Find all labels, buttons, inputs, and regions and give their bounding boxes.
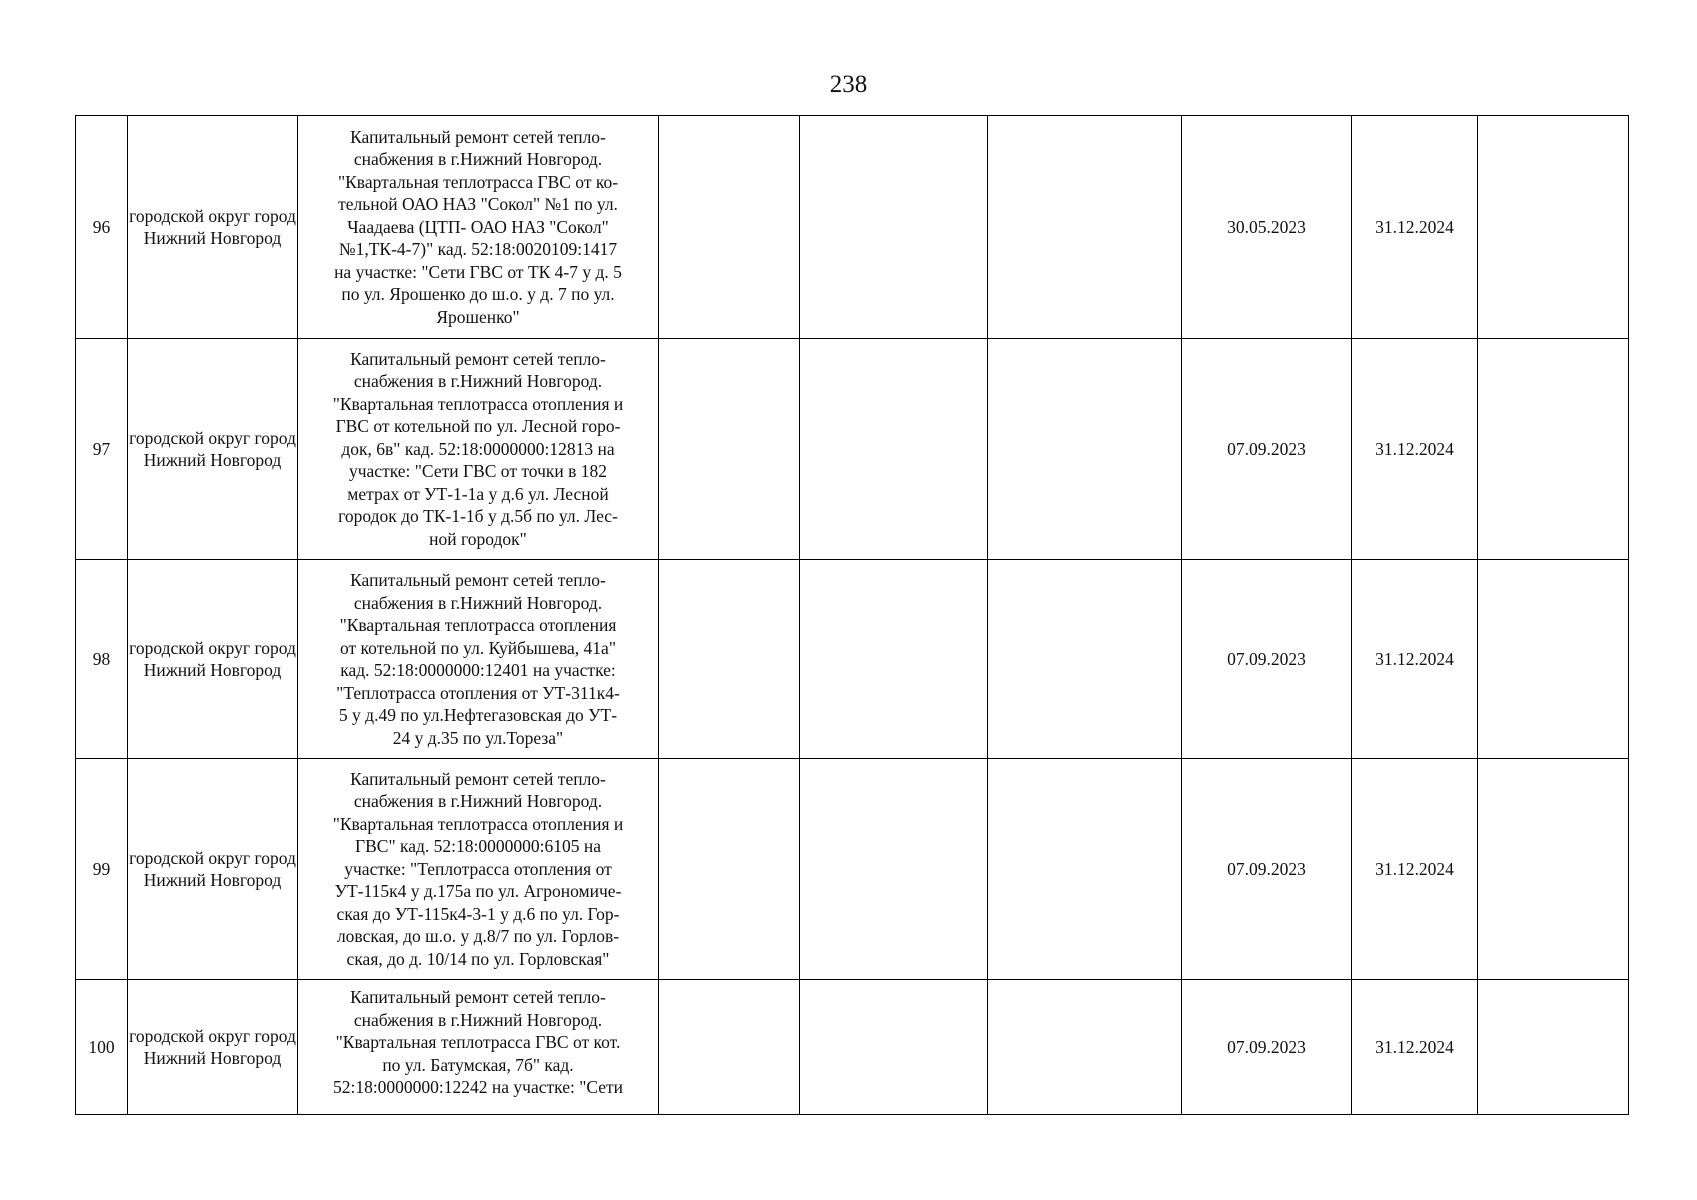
table-row xyxy=(76,759,1629,980)
end-date-cell: 31.12.2024 xyxy=(1352,116,1478,339)
empty-cell xyxy=(800,980,988,1115)
empty-cell xyxy=(800,116,988,339)
empty-cell xyxy=(988,339,1182,560)
empty-cell xyxy=(659,980,800,1115)
start-date-cell: 07.09.2023 xyxy=(1182,980,1352,1115)
empty-cell xyxy=(800,759,988,980)
description-text: Капитальный ремонт сетей тепло- снабжения в г.Нижний Новгород. "Квартальная теплотрасса ГВС от кот. по ул. Батумская, 7б" кад. 52:18:0000000:12242 на участке: "Сети xyxy=(332,987,624,1097)
empty-cell xyxy=(659,759,800,980)
description-text: Капитальный ремонт сетей тепло- снабжения в г.Нижний Новгород. "Квартальная теплотрасса отопления и ГВС" кад. 52:18:0000000:6105 на участке: "Теплотрасса отопления от УТ-115к4 у д.175а по ул. Агрономиче- ская до УТ-115к4-3-1 у д.6 по ул. Гор- ловская, до ш.о. у д.8/7 по ул. Горлов- ская, до д. 10/14 по ул. Горловская" xyxy=(332,768,624,969)
start-date-cell: 07.09.2023 xyxy=(1182,339,1352,560)
start-date-cell: 30.05.2023 xyxy=(1182,116,1352,339)
start-date-cell: 07.09.2023 xyxy=(1182,759,1352,980)
empty-cell xyxy=(1478,339,1629,560)
empty-cell xyxy=(800,560,988,759)
empty-cell xyxy=(988,759,1182,980)
empty-cell xyxy=(659,339,800,560)
description-text: Капитальный ремонт сетей тепло- снабжения в г.Нижний Новгород. "Квартальная теплотрасса отопления от котельной по ул. Куйбышева, 41а" кад. 52:18:0000000:12401 на участке: "Теплотрасса отопления от УТ-311к4- 5 у д.49 по ул.Нефтегазовская до УТ- 24 у д.35 по ул.Тореза" xyxy=(336,570,620,748)
empty-cell xyxy=(988,116,1182,339)
row-number: 97 xyxy=(76,339,128,560)
empty-cell xyxy=(988,980,1182,1115)
region-cell: городской округ город Нижний Новгород xyxy=(128,759,298,980)
description-cell xyxy=(298,560,659,759)
table-row xyxy=(76,116,1629,339)
works-table xyxy=(75,115,1629,1115)
table-row xyxy=(76,980,1629,1115)
table-row xyxy=(76,339,1629,560)
end-date-cell: 31.12.2024 xyxy=(1352,759,1478,980)
description-cell xyxy=(298,116,659,339)
row-number: 100 xyxy=(76,980,128,1115)
description-cell xyxy=(298,759,659,980)
empty-cell xyxy=(1478,759,1629,980)
end-date-cell: 31.12.2024 xyxy=(1352,980,1478,1115)
end-date-cell: 31.12.2024 xyxy=(1352,339,1478,560)
description-cell xyxy=(298,980,659,1115)
empty-cell xyxy=(1478,980,1629,1115)
table-row xyxy=(76,560,1629,759)
empty-cell xyxy=(659,560,800,759)
row-number: 99 xyxy=(76,759,128,980)
row-number: 96 xyxy=(76,116,128,339)
empty-cell xyxy=(988,560,1182,759)
description-text: Капитальный ремонт сетей тепло- снабжения в г.Нижний Новгород. "Квартальная теплотрасса отопления и ГВС от котельной по ул. Лесной горо- док, 6в" кад. 52:18:0000000:12813 на участке: "Сети ГВС от точки в 182 метрах от УТ-1-1а у д.6 ул. Лесной городок до ТК-1-1б у д.5б по ул. Лес- ной городок" xyxy=(332,348,624,549)
page-number: 238 xyxy=(829,71,868,98)
region-cell: городской округ город Нижний Новгород xyxy=(128,980,298,1115)
description-text: Капитальный ремонт сетей тепло- снабжения в г.Нижний Новгород. "Квартальная теплотрасса ГВС от ко- тельной ОАО НАЗ "Сокол" №1 по ул. Чаадаева (ЦТП- ОАО НАЗ "Сокол" №1,ТК-4-7)" кад. 52:18:0020109:1417 на участке: "Сети ГВС от ТК 4-7 у д. 5 по ул. Ярошенко до ш.о. у д. 7 по ул. Ярошенко" xyxy=(334,126,622,327)
empty-cell xyxy=(1478,116,1629,339)
region-cell: городской округ город Нижний Новгород xyxy=(128,339,298,560)
empty-cell xyxy=(659,116,800,339)
row-number: 98 xyxy=(76,560,128,759)
end-date-cell: 31.12.2024 xyxy=(1352,560,1478,759)
region-cell: городской округ город Нижний Новгород xyxy=(128,116,298,339)
empty-cell xyxy=(1478,560,1629,759)
region-cell: городской округ город Нижний Новгород xyxy=(128,560,298,759)
start-date-cell: 07.09.2023 xyxy=(1182,560,1352,759)
description-cell xyxy=(298,339,659,560)
empty-cell xyxy=(800,339,988,560)
